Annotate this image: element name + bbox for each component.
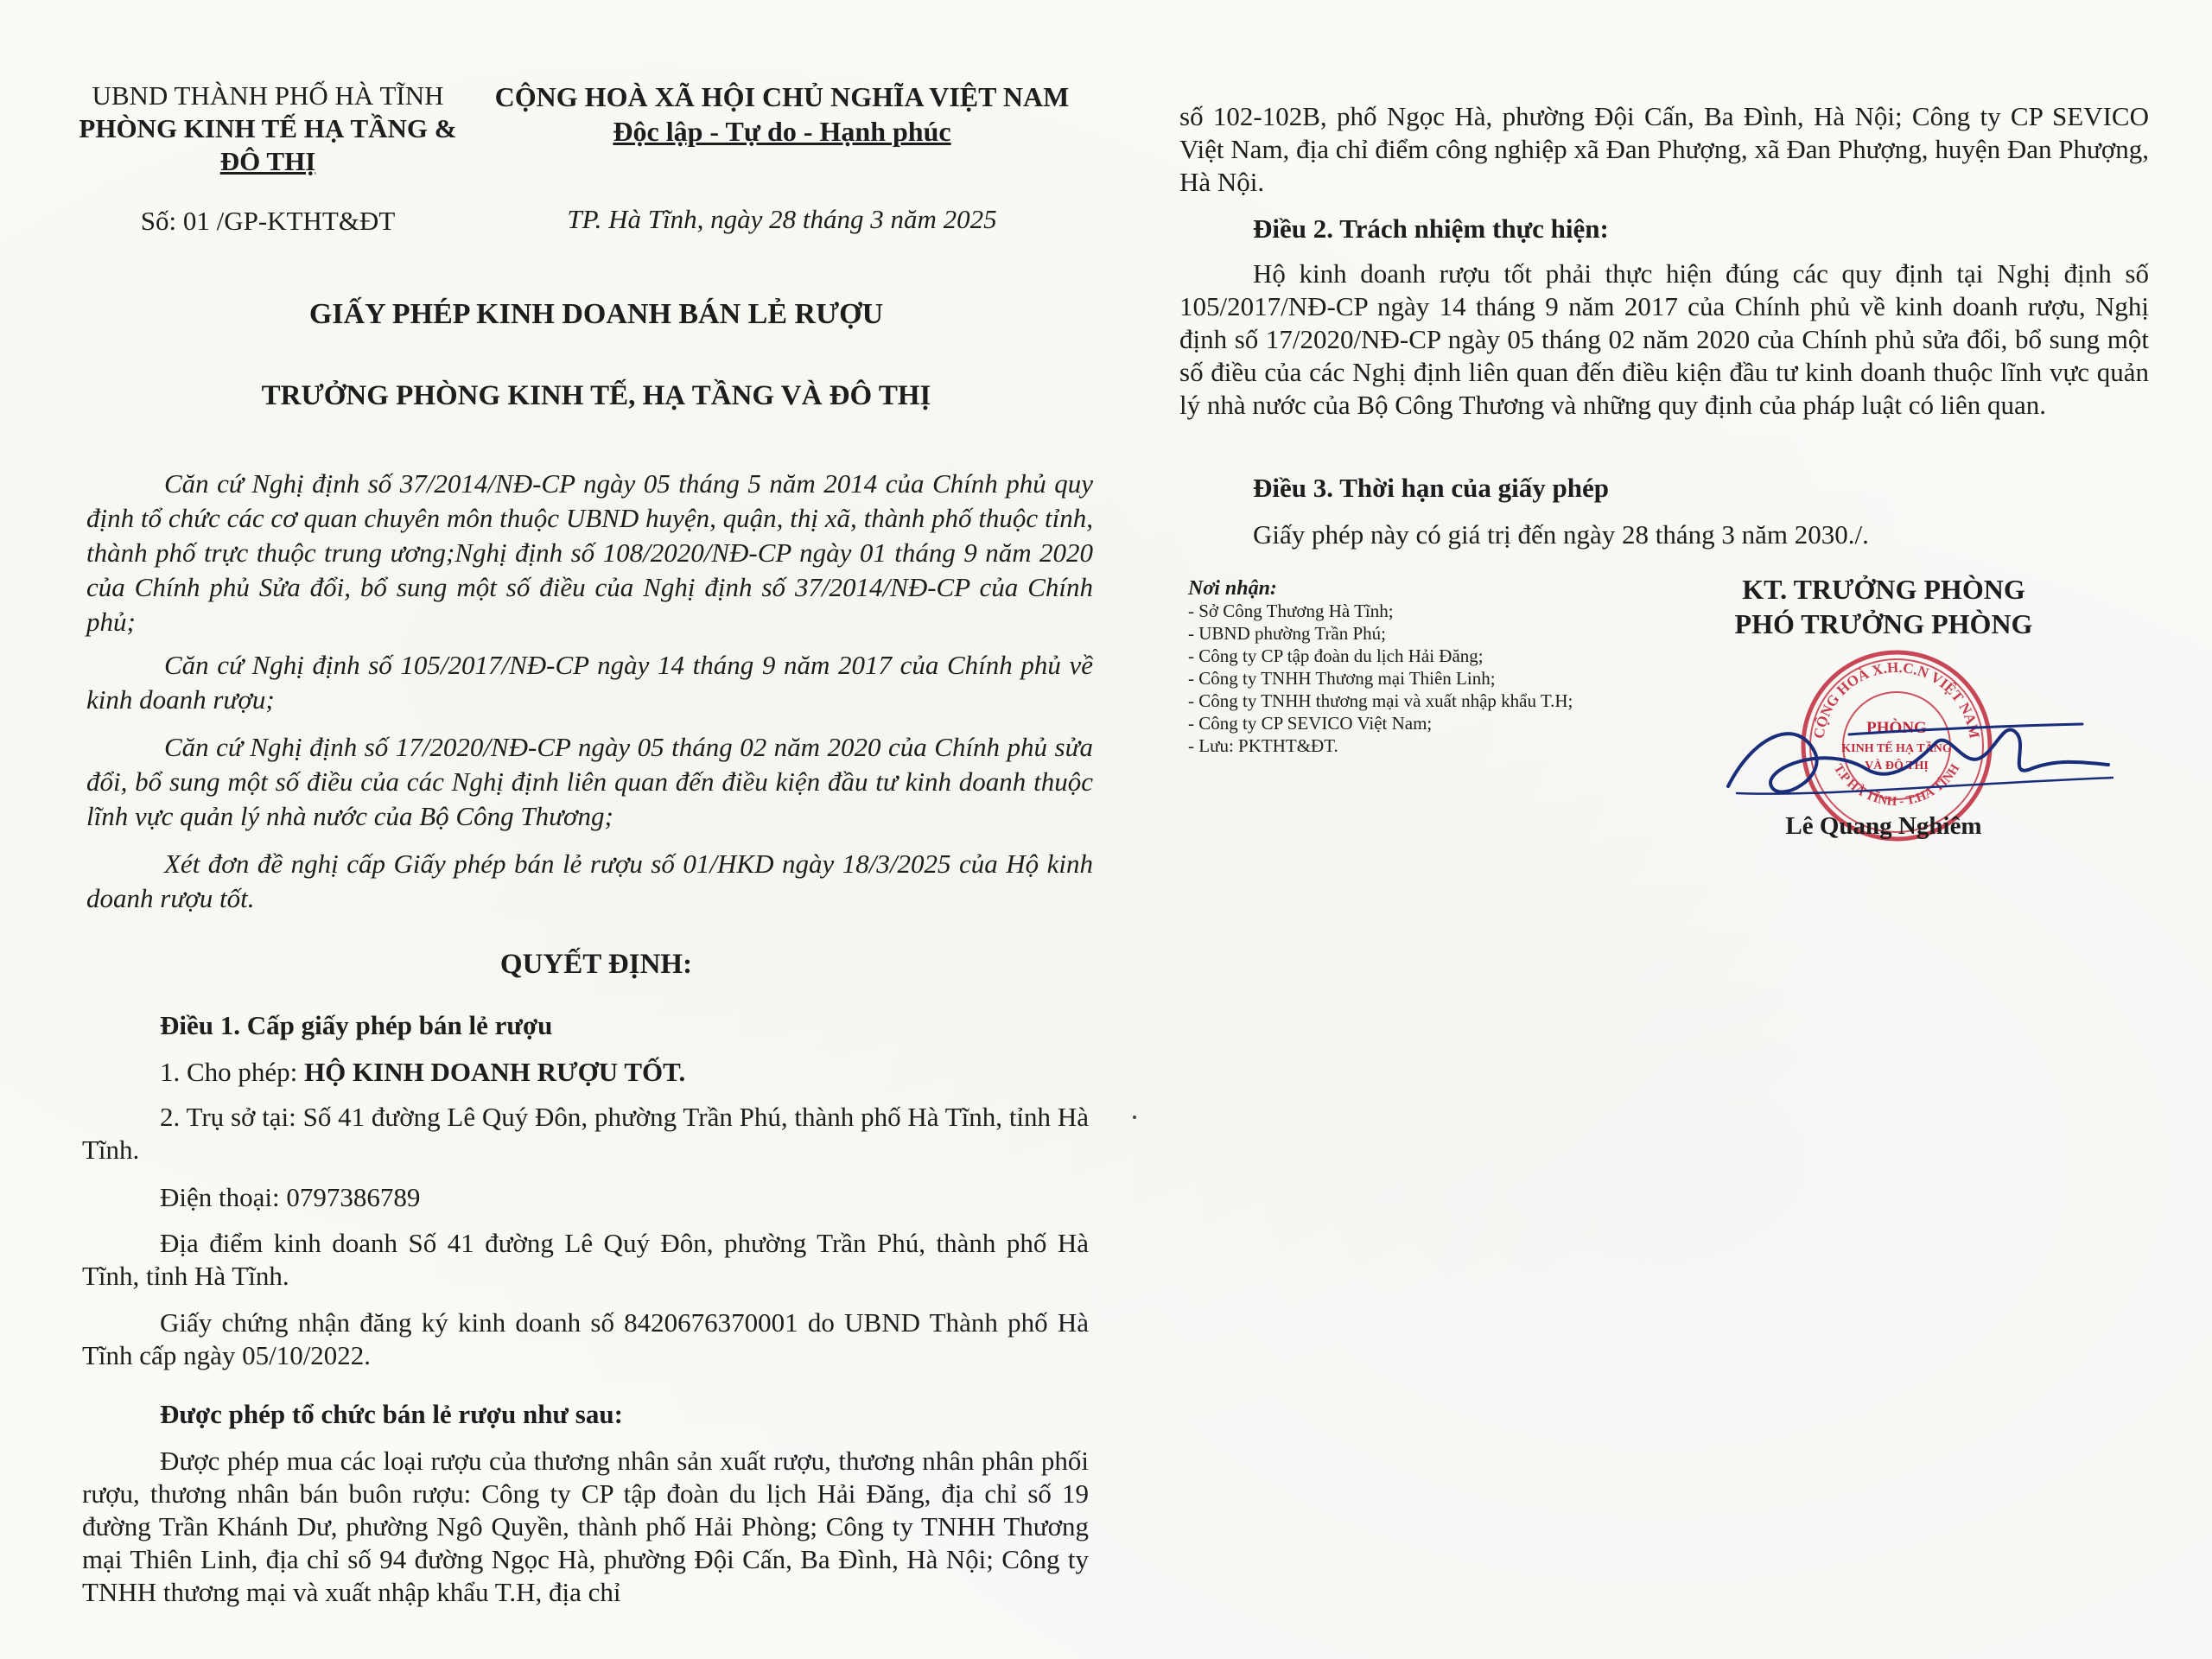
- seal-bottom-text: T.P HÀ TĨNH - T.HÀ TĨNH: [1830, 761, 1963, 810]
- issuing-agency: [52, 79, 484, 178]
- authority-title: TRƯỞNG PHÒNG KINH TẾ, HẠ TẦNG VÀ ĐÔ THỊ: [261, 380, 931, 411]
- article-1-business-location: Địa điểm kinh doanh Số 41 đường Lê Quý Đôn, phường Trần Phú, thành phố Hà Tĩnh, tỉnh Hà Tĩnh.: [82, 1228, 1089, 1291]
- recipient-item: - Công ty CP tập đoàn du lịch Hải Đăng;: [1188, 645, 1484, 666]
- signature-line-2: PHÓ TRƯỞNG PHÒNG: [1734, 608, 2033, 639]
- permit-holder-name: HỘ KINH DOANH RƯỢU TỐT.: [304, 1057, 686, 1087]
- allowed-text-continued: số 102-102B, phố Ngọc Hà, phường Đội Cấn, Ba Đình, Hà Nội; Công ty CP SEVICO Việt Nam, địa chỉ điểm công nghiệp xã Đan Phượng, xã Đan Phượng, huyện Đan Phượng, Hà Nội.: [1179, 101, 2149, 197]
- seal-top-text: CỘNG HOÀ X.H.C.N VIỆT NAM: [1810, 658, 1983, 740]
- allowed-heading: Được phép tổ chức bán lẻ rượu như sau:: [160, 1399, 623, 1429]
- license-title: GIẤY PHÉP KINH DOANH BÁN LẺ RƯỢU: [308, 298, 884, 330]
- preamble-paragraph-1: Căn cứ Nghị định số 37/2014/NĐ-CP ngày 05 tháng 5 năm 2014 của Chính phủ quy định tổ chức các cơ quan chuyên môn thuộc UBND huyện, quận, thị xã, thành phố thuộc tỉnh, thành phố trực thuộc trung ương;Nghị định số 108/2020/NĐ-CP ngày 01 tháng 9 năm 2020 của Chính phủ Sửa đổi, bổ sung một số điều của Nghị định số 37/2014/NĐ-CP của Chính phủ;: [86, 468, 1093, 637]
- preamble-paragraph-3: Căn cứ Nghị định số 17/2020/NĐ-CP ngày 05 tháng 02 năm 2020 của Chính phủ sửa đổi, bổ sung một số điều của các Nghị định liên quan đến điều kiện đầu tư kinh doanh thuộc lĩnh vực quản lý nhà nước của Bộ Công Thương;: [86, 732, 1093, 831]
- signature-line-1: KT. TRƯỞNG PHÒNG: [1742, 574, 2025, 605]
- article-1-heading: Điều 1. Cấp giấy phép bán lẻ rượu: [160, 1010, 553, 1040]
- article-1-address: 2. Trụ sở tại: Số 41 đường Lê Quý Đôn, phường Trần Phú, thành phố Hà Tĩnh, tỉnh Hà Tĩnh.: [82, 1102, 1089, 1165]
- stray-mark: [1133, 1116, 1136, 1119]
- permit-label: 1. Cho phép:: [160, 1057, 305, 1087]
- recipient-item: - UBND phường Trần Phú;: [1188, 623, 1387, 644]
- signature-title: [1668, 572, 2100, 641]
- country-name: CỘNG HOÀ XÃ HỘI CHỦ NGHĨA VIỆT NAM: [494, 81, 1070, 112]
- signer-name: Lê Quang Nghiêm: [1785, 812, 1982, 840]
- seal-center-line-3: VÀ ĐÔ THỊ: [1865, 760, 1929, 772]
- motto: Độc lập - Tự do - Hạnh phúc: [613, 116, 951, 147]
- handwritten-signature-icon: [1719, 683, 2117, 830]
- article-1-permit: [160, 1056, 1162, 1089]
- preamble-paragraph-4: Xét đơn đề nghị cấp Giấy phép bán lẻ rượu số 01/HKD ngày 18/3/2025 của Hộ kinh doanh rượu tốt.: [86, 849, 1093, 913]
- recipient-item: - Công ty CP SEVICO Việt Nam;: [1188, 713, 1433, 734]
- seal-center-line-1: PHÒNG: [1866, 719, 1927, 737]
- preamble-paragraph-2: Căn cứ Nghị định số 105/2017/NĐ-CP ngày 14 tháng 9 năm 2017 của Chính phủ về kinh doanh rượu;: [86, 650, 1093, 715]
- seal-center-line-2: KINH TẾ HẠ TẦNG: [1841, 742, 1952, 755]
- national-motto: [484, 79, 1080, 149]
- recipients-list: [1188, 577, 1620, 757]
- recipient-item: - Công ty TNHH thương mại và xuất nhập khẩu T.H;: [1188, 690, 1573, 711]
- article-3-heading: Điều 3. Thời hạn của giấy phép: [1253, 473, 1609, 503]
- recipient-item: - Lưu: PKTHT&ĐT.: [1188, 735, 1338, 756]
- article-3-text: Giấy phép này có giá trị đến ngày 28 tháng 3 năm 2030./.: [1253, 519, 1869, 550]
- article-1-registration: Giấy chứng nhận đăng ký kinh doanh số 8420676370001 do UBND Thành phố Hà Tĩnh cấp ngày 05/10/2022.: [82, 1307, 1089, 1370]
- agency-line-2: PHÒNG KINH TẾ HẠ TẦNG &: [79, 113, 457, 143]
- recipients-title: Nơi nhận:: [1188, 577, 1277, 600]
- place-and-date: TP. Hà Tĩnh, ngày 28 tháng 3 năm 2025: [567, 204, 997, 234]
- recipient-item: - Sở Công Thương Hà Tĩnh;: [1188, 601, 1394, 621]
- agency-line-3: ĐÔ THỊ: [219, 146, 316, 176]
- document-number: Số: 01 /GP-KTHT&ĐT: [140, 206, 396, 236]
- article-1-phone: Điện thoại: 0797386789: [160, 1182, 421, 1212]
- agency-line-1: UBND THÀNH PHỐ HÀ TĨNH: [92, 80, 444, 111]
- article-2-text: Hộ kinh doanh rượu tốt phải thực hiện đúng các quy định tại Nghị định số 105/2017/NĐ-CP ngày 14 tháng 9 năm 2017 của Chính phủ về kinh doanh rượu, Nghị định số 17/2020/NĐ-CP ngày 05 tháng 02 năm 2020 của Chính phủ sửa đổi, bổ sung một số điều của các Nghị định liên quan đến điều kiện đầu tư kinh doanh thuộc lĩnh vực quản lý nhà nước của Bộ Công Thương và những quy định của pháp luật có liên quan.: [1179, 258, 2149, 420]
- decision-heading: QUYẾT ĐỊNH:: [499, 949, 693, 980]
- recipient-item: - Công ty TNHH Thương mại Thiên Linh;: [1188, 668, 1496, 689]
- article-2-heading: Điều 2. Trách nhiệm thực hiện:: [1253, 213, 1609, 244]
- allowed-text: Được phép mua các loại rượu của thương nhân sản xuất rượu, thương nhân phân phối rượu, thương nhân bán buôn rượu: Công ty CP tập đoàn du lịch Hải Đăng, địa chỉ số 19 đường Trần Khánh Dư, phường Ngô Quyền, thành phố Hải Phòng; Công ty TNHH Thương mại Thiên Linh, địa chỉ số 94 đường Ngọc Hà, phường Đội Cấn, Ba Đình, Hà Nội; Công ty TNHH thương mại và xuất nhập khẩu T.H, địa chỉ: [82, 1446, 1089, 1607]
